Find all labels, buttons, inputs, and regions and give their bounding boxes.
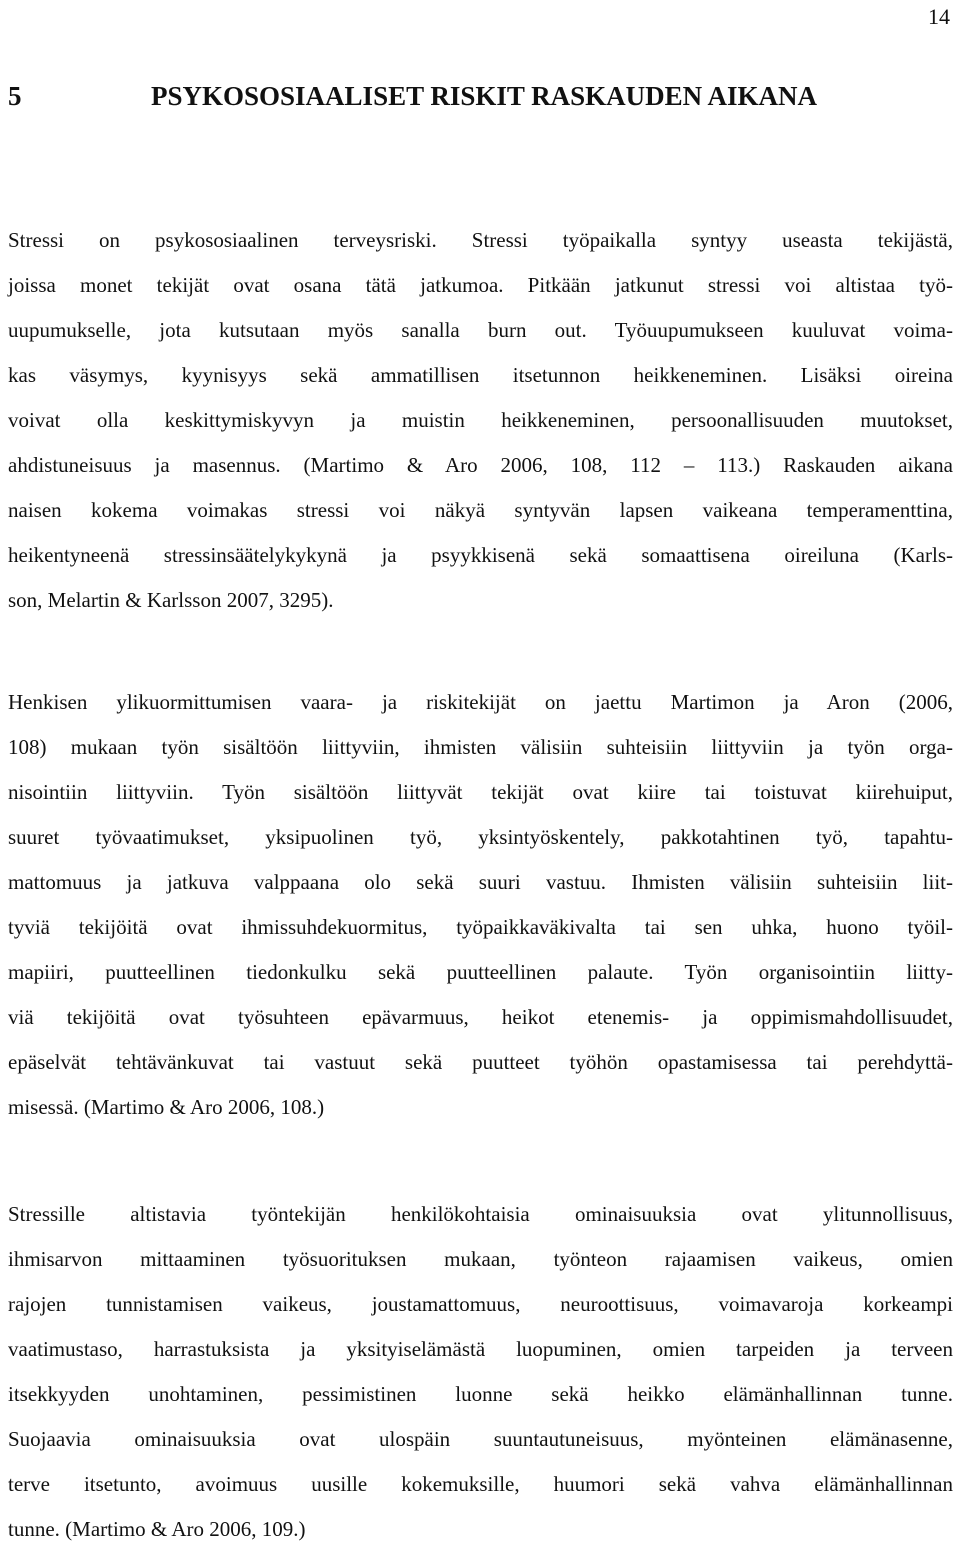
paragraph-line: ahdistuneisuus ja masennus. (Martimo & Aro 2006, 108, 112 – 113.) Raskauden aikana bbox=[8, 453, 953, 477]
paragraph-line: Stressille altistavia työntekijän henkilökohtaisia ominaisuuksia ovat ylitunnollisuus, bbox=[8, 1202, 953, 1226]
paragraph-line: tyviä tekijöitä ovat ihmissuhdekuormitus, työpaikkaväkivalta tai sen uhka, huono työil- bbox=[8, 915, 953, 939]
paragraph-line: nisointiin liittyviin. Työn sisältöön liittyvät tekijät ovat kiire tai toistuvat kiirehuiput, bbox=[8, 780, 953, 804]
paragraph-line: mattomuus ja jatkuva valppaana olo sekä suuri vastuu. Ihmisten välisiin suhteisiin liit- bbox=[8, 870, 953, 894]
paragraph-line: ihmisarvon mittaaminen työsuorituksen mukaan, työnteon rajaamisen vaikeus, omien bbox=[8, 1247, 953, 1271]
section-title: PSYKOSOSIAALISET RISKIT RASKAUDEN AIKANA bbox=[151, 81, 817, 111]
paragraph-line: vaatimustaso, harrastuksista ja yksityiselämästä luopuminen, omien tarpeiden ja terveen bbox=[8, 1337, 953, 1361]
paragraph-line: Henkisen ylikuormittumisen vaara- ja riskitekijät on jaettu Martimon ja Aron (2006, bbox=[8, 690, 953, 714]
paragraph-line: 108) mukaan työn sisältöön liittyviin, ihmisten välisiin suhteisiin liittyviin ja työn orga- bbox=[8, 735, 953, 759]
paragraph-line: itsekkyyden unohtaminen, pessimistinen luonne sekä heikko elämänhallinnan tunne. bbox=[8, 1382, 953, 1406]
paragraph-line: misessä. (Martimo & Aro 2006, 108.) bbox=[8, 1095, 325, 1119]
section-number: 5 bbox=[8, 81, 22, 111]
paragraph-line: voivat olla keskittymiskyvyn ja muistin heikkeneminen, persoonallisuuden muutokset, bbox=[8, 408, 953, 432]
paragraph-line: joissa monet tekijät ovat osana tätä jatkumoa. Pitkään jatkunut stressi voi altistaa työ- bbox=[8, 273, 953, 297]
paragraph-line: Stressi on psykososiaalinen terveysriski. Stressi työpaikalla syntyy useasta tekijästä, bbox=[8, 228, 953, 252]
paragraph-line: heikentyneenä stressinsäätelykykynä ja psyykkisenä sekä somaattisena oireiluna (Karls- bbox=[8, 543, 953, 567]
paragraph-line: Suojaavia ominaisuuksia ovat ulospäin suuntautuneisuus, myönteinen elämänasenne, bbox=[8, 1427, 953, 1451]
page-number: 14 bbox=[928, 4, 950, 29]
paragraph-line: naisen kokema voimakas stressi voi näkyä syntyvän lapsen vaikeana temperamenttina, bbox=[8, 498, 953, 522]
paragraph-line: mapiiri, puutteellinen tiedonkulku sekä puutteellinen palaute. Työn organisointiin liitty- bbox=[8, 960, 953, 984]
paragraph-line: son, Melartin & Karlsson 2007, 3295). bbox=[8, 588, 334, 612]
paragraph-line: suuret työvaatimukset, yksipuolinen työ, yksintyöskentely, pakkotahtinen työ, tapahtu- bbox=[8, 825, 953, 849]
section-heading bbox=[8, 80, 817, 112]
paragraph-line: rajojen tunnistamisen vaikeus, joustamattomuus, neuroottisuus, voimavaroja korkeampi bbox=[8, 1292, 953, 1316]
paragraph-line: terve itsetunto, avoimuus uusille kokemuksille, huumori sekä vahva elämänhallinnan bbox=[8, 1472, 953, 1496]
paragraph-line: viä tekijöitä ovat työsuhteen epävarmuus, heikot etenemis- ja oppimismahdollisuudet, bbox=[8, 1005, 953, 1029]
paragraph-line: tunne. (Martimo & Aro 2006, 109.) bbox=[8, 1517, 306, 1541]
paragraph-line: kas väsymys, kyynisyys sekä ammatillisen itsetunnon heikkeneminen. Lisäksi oireina bbox=[8, 363, 953, 387]
paragraph-line: uupumukselle, jota kutsutaan myös sanalla burn out. Työuupumukseen kuuluvat voima- bbox=[8, 318, 953, 342]
paragraph-line: epäselvät tehtävänkuvat tai vastuut sekä puutteet työhön opastamisessa tai perehdyttä- bbox=[8, 1050, 953, 1074]
